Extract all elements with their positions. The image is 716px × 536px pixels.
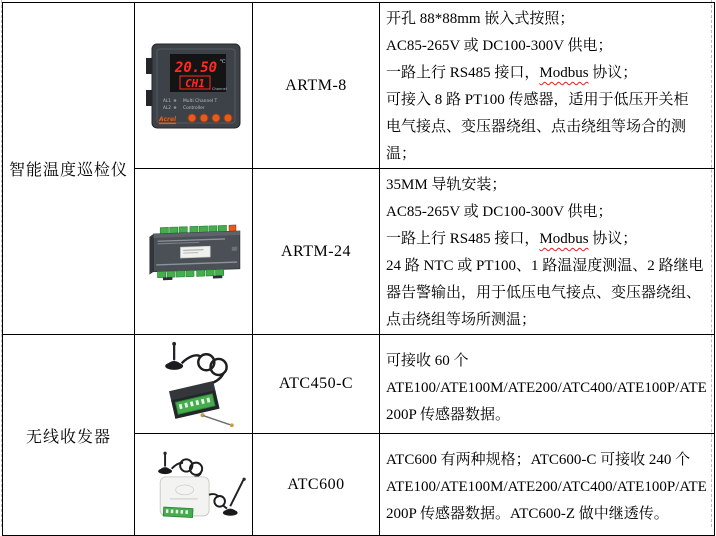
modbus-spellcheck: Modbus — [539, 231, 589, 247]
spec-line: 24 路 NTC 或 PT100、1 路温湿度测温、2 路继电 — [386, 258, 704, 274]
panel-text-line1: Multi Channel T — [182, 98, 217, 104]
table-row-atc450c — [3, 335, 715, 434]
product-spec-table — [2, 2, 715, 536]
spec-cell-artm8 — [380, 3, 715, 169]
spec-line: AC85-265V 或 DC100-300V 供电； — [386, 204, 613, 220]
product-image-artm8 — [135, 3, 253, 169]
screen-channel: CH1 — [184, 76, 205, 90]
coiled-cable — [181, 354, 226, 388]
category-cell-temperature-monitor — [3, 3, 135, 335]
spec-line: ATE100/ATE100M/ATE200/ATC400/ATE100P/ATE — [386, 479, 707, 495]
spec-line: 器告警输出，用于低压电气接点、变压器绕组、 — [386, 285, 702, 301]
whip-antenna — [165, 342, 183, 370]
product-image-atc600 — [135, 434, 253, 536]
coiled-cable-left — [171, 459, 202, 478]
spec-line: 200P 传感器数据。 — [386, 407, 511, 423]
al1-label: AL1 — [162, 97, 171, 103]
model-cell — [253, 335, 380, 434]
model-cell — [253, 3, 380, 169]
artm24-device-illustration — [140, 202, 248, 302]
modbus-spellcheck: Modbus — [539, 65, 589, 81]
category-cell-wireless-transceiver — [3, 335, 135, 536]
spec-line: 35MM 导轨安装； — [386, 177, 507, 193]
spec-line: 可接收 60 个 — [386, 353, 469, 369]
product-image-atc450c — [135, 335, 253, 434]
artm8-photo — [146, 44, 240, 128]
table-row-artm8 — [3, 3, 715, 169]
coiled-cable-right — [209, 494, 227, 509]
transceiver-box — [168, 381, 219, 419]
atc450c-photo — [165, 342, 234, 427]
spec-cell-artm24 — [380, 169, 715, 335]
spec-cell-atc600 — [380, 434, 715, 536]
spec-line: ATC600 有两种规格；ATC600-C 可接收 240 个 — [386, 452, 691, 468]
artm24-photo — [149, 224, 239, 280]
spec-line: 开孔 88*88mm 嵌入式按照； — [386, 11, 575, 27]
whip-antenna-left — [158, 451, 172, 473]
screen-unit: ℃ — [219, 59, 226, 65]
spec-line: ATE100/ATE100M/ATE200/ATC400/ATE100P/ATE — [386, 380, 707, 396]
al2-label: AL2 — [162, 104, 171, 110]
spec-line: 可接入 8 路 PT100 传感器，适用于低压开关柜 — [386, 92, 689, 108]
panel-text-line2: Controller — [182, 105, 205, 111]
spec-line: 点击绕组等场所测温； — [386, 312, 537, 328]
green-terminal-strip — [163, 507, 193, 517]
category-label: 无线收发器 — [25, 428, 111, 446]
category-label: 智能温度巡检仪 — [8, 162, 128, 179]
model-cell — [253, 434, 380, 536]
spec-line: 电气接点、变压器绕组、点击绕组等场合的测 — [386, 119, 687, 135]
atc450c-device-illustration — [142, 339, 246, 429]
spec-line: 一路上行 RS485 接口，Modbus 协议； — [386, 65, 638, 81]
nameplate-label — [180, 246, 210, 258]
product-image-artm24 — [135, 169, 253, 335]
model-label-atc450c: ATC450-C — [278, 375, 354, 392]
spec-cell-atc450c — [380, 335, 715, 434]
spec-line: AC85-265V 或 DC100-300V 供电； — [386, 38, 613, 54]
model-label-artm8: ARTM-8 — [285, 76, 347, 94]
atc600-photo — [158, 451, 246, 517]
spec-line: 温； — [386, 146, 417, 162]
artm8-device-illustration — [144, 40, 244, 132]
spec-line: 200P 传感器数据。ATC600-Z 做中继透传。 — [386, 506, 669, 522]
model-cell — [253, 169, 380, 335]
model-label-artm24: ARTM-24 — [280, 242, 352, 260]
spec-line: 一路上行 RS485 接口，Modbus 协议； — [386, 231, 638, 247]
whip-antenna-right — [222, 477, 245, 515]
rod-antenna — [203, 416, 229, 425]
screen-temperature-value: 20.50 — [174, 59, 217, 76]
model-label-atc600: ATC600 — [287, 475, 345, 493]
acrel-brand-logo: Acrel — [158, 115, 176, 123]
channel-label: Channel — [211, 86, 227, 91]
atc600-device-illustration — [139, 440, 249, 530]
